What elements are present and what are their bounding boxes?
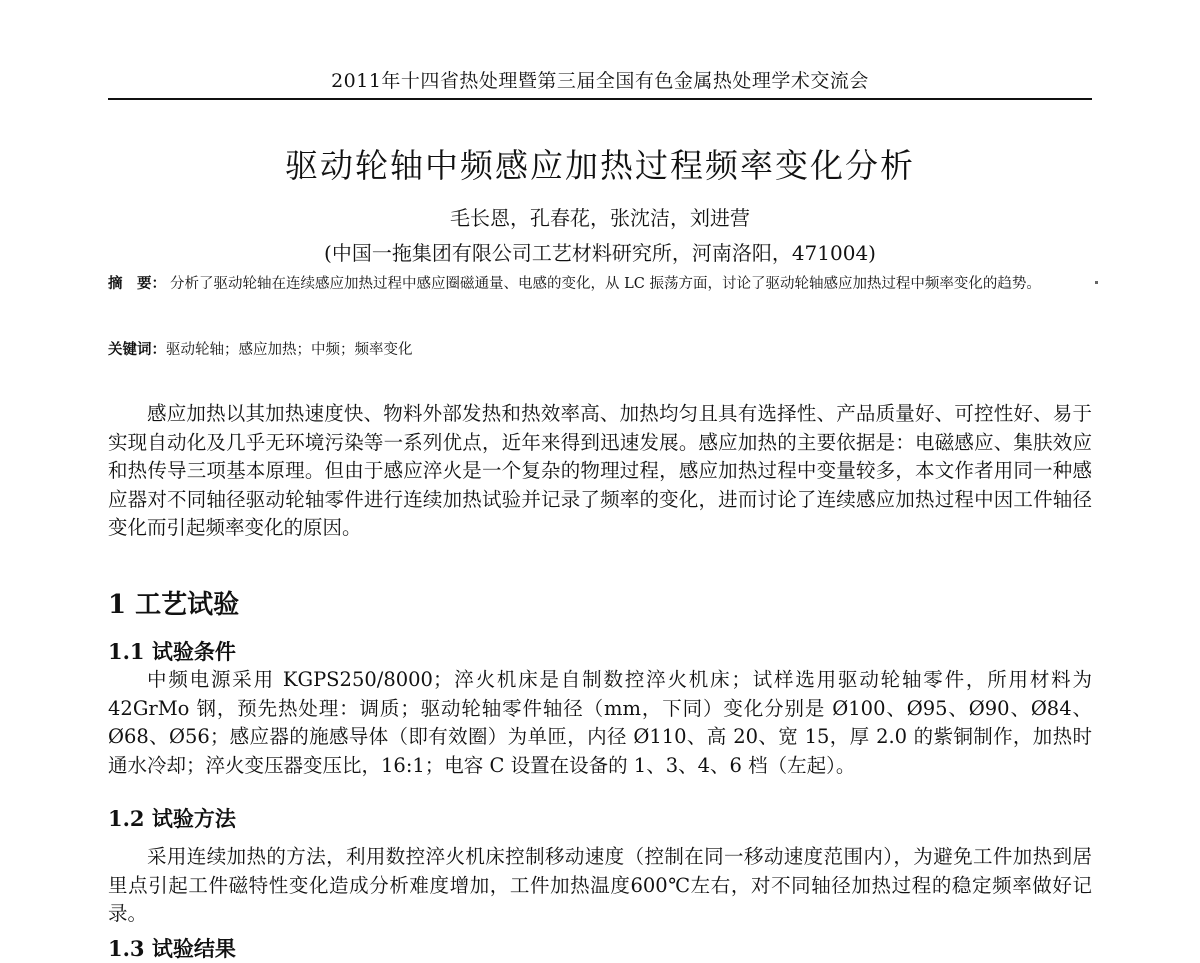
subsection-heading: 1.3 试验结果 [108, 936, 236, 961]
subsection-heading: 1.2 试验方法 [108, 806, 236, 831]
header-rule [108, 98, 1092, 100]
abstract-text: 分析了驱动轮轴在连续感应加热过程中感应圈磁通量、电感的变化，从 LC 振荡方面，讨论了驱动轮轴感应加热过程中频率变化的趋势。 [170, 276, 1041, 292]
keywords [108, 338, 1093, 359]
margin-mark [1095, 281, 1098, 284]
keywords-label: 关键词： [108, 341, 166, 358]
affiliation: (中国一拖集团有限公司工艺材料研究所，河南洛阳，471004) [324, 241, 876, 265]
intro-paragraph: 感应加热以其加热速度快、物料外部发热和热效率高、加热均匀且具有选择性、产品质量好、可控性好、易于实现自动化及几乎无环境污染等一系列优点，近年来得到迅速发展。感应加热的主要依据是：电磁感应、集肤效应和热传导三项基本原理。但由于感应淬火是一个复杂的物理过程，感应加热过程中变量较多，本文作者用同一种感应器对不同轴径驱动轮轴零件进行连续加热试验并记录了频率的变化，进而讨论了连续感应加热过程中因工件轴径变化而引起频率变化的原因。 [108, 402, 1092, 540]
conditions-paragraph: 中频电源采用 KGPS250/8000；淬火机床是自制数控淬火机床；试样选用驱动轮轴零件，所用材料为 42GrMo 钢，预先热处理：调质；驱动轮轴零件轴径（mm，下同）变化分别是 Ø100、Ø95、Ø90、Ø84、Ø68、Ø56；感应器的施感导体（即有效圈）为单匝，内径 Ø110、高 20、宽 15，厚 2.0 的紫铜制作，加热时通水冷却；淬火变压器变压比，16:1；电容 C 设置在设备的 1、3、4、6 档（左起）。 [108, 668, 1092, 777]
conference-header: 2011年十四省热处理暨第三届全国有色金属热处理学术交流会 [331, 70, 869, 92]
section-heading: 1 工艺试验 [108, 590, 240, 620]
subsection-heading: 1.1 试验条件 [108, 639, 236, 664]
paper-title: 驱动轮轴中频感应加热过程频率变化分析 [285, 146, 915, 185]
authors: 毛长恩，孔春花，张沈洁，刘进营 [450, 206, 750, 230]
method-paragraph: 采用连续加热的方法，利用数控淬火机床控制移动速度（控制在同一移动速度范围内），为避免工件加热到居里点引起工件磁特性变化造成分析难度增加，工件加热温度600℃左右，对不同轴径加热过程的稳定频率做好记录。 [108, 845, 1092, 926]
abstract-label: 摘 要： [108, 275, 166, 292]
abstract [108, 270, 1093, 298]
keywords-text: 驱动轮轴；感应加热；中频；频率变化 [166, 342, 413, 358]
